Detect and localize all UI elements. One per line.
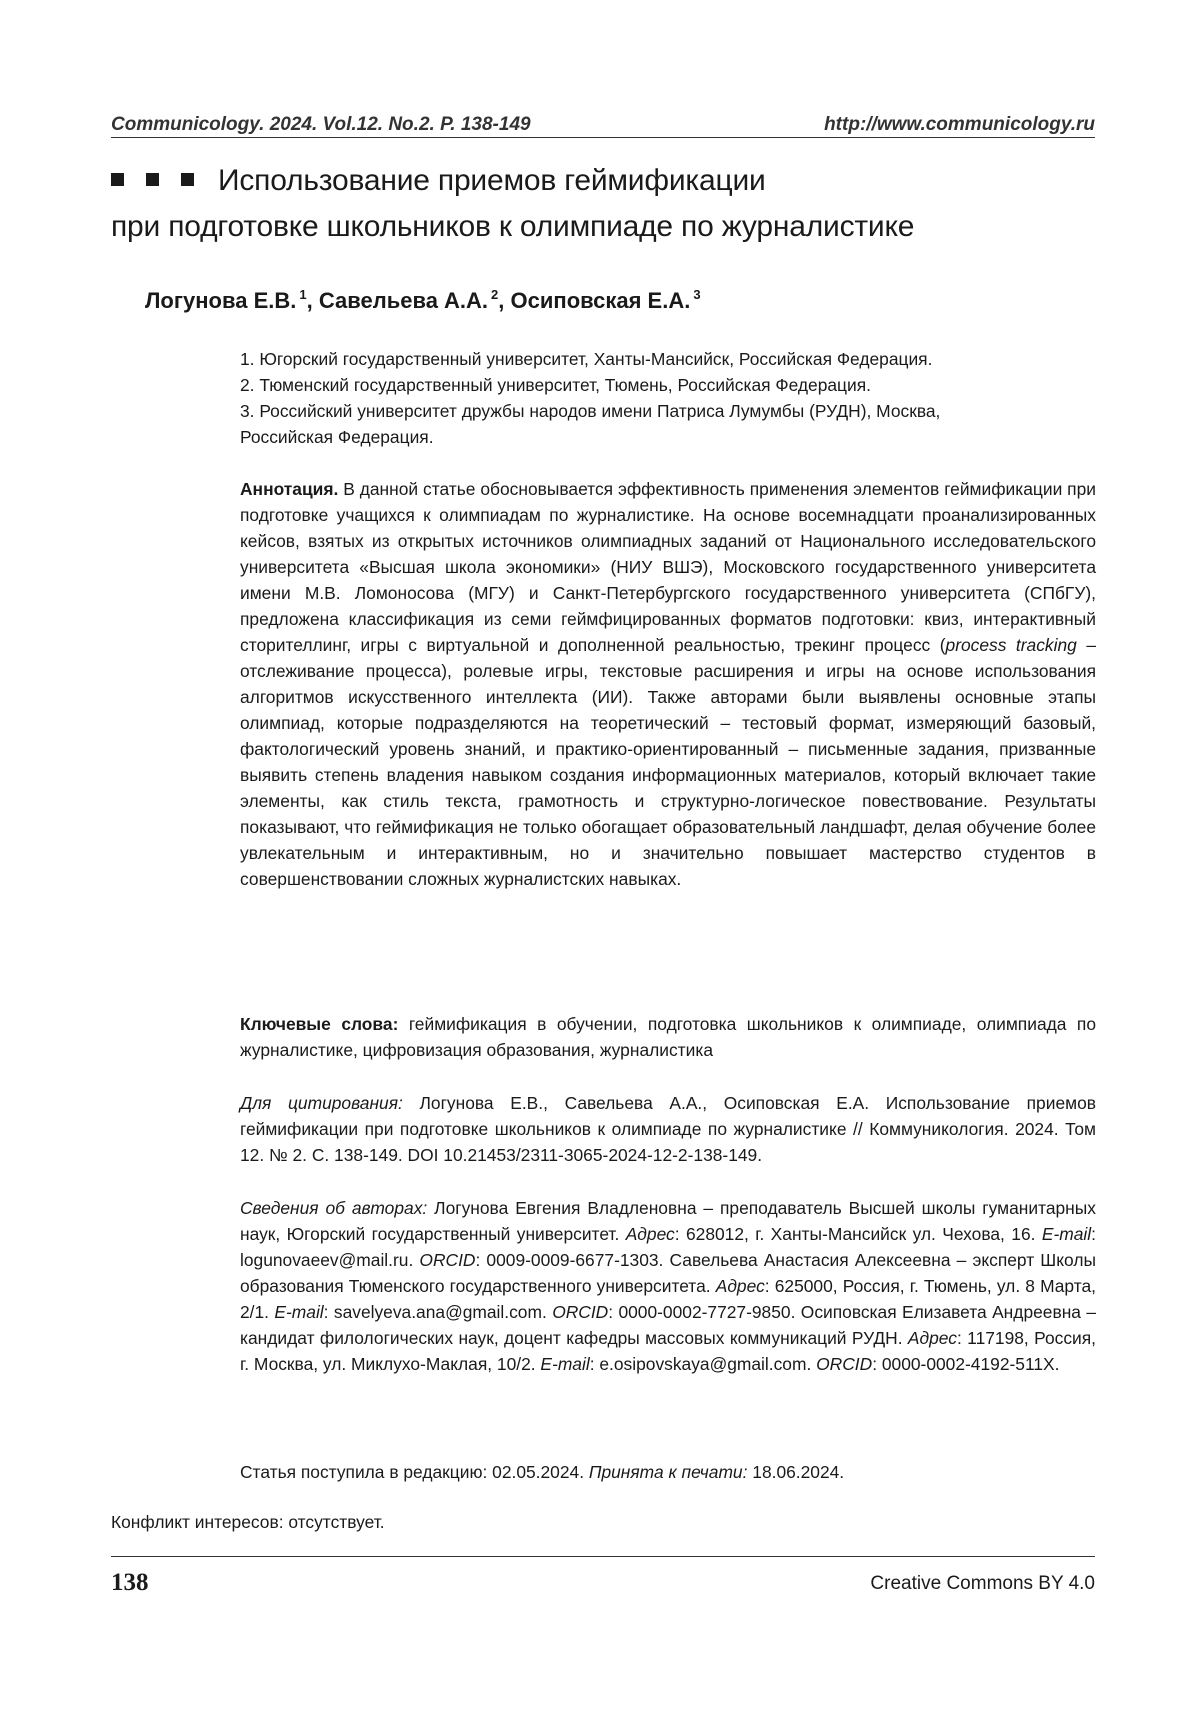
author-name: Осиповская Е.А.: [510, 288, 691, 313]
authors-info-label: Сведения об авторах:: [240, 1198, 428, 1218]
email-label: E-mail: [274, 1302, 324, 1322]
orcid-text: : 0000-0002-7727-9850.: [608, 1302, 801, 1322]
keywords-label: Ключевые слова:: [240, 1014, 399, 1034]
citation-label: Для цитирования:: [240, 1093, 403, 1113]
affiliation-item: 3. Российский университет дружбы народов имени Патриса Лумумбы (РУДН), Москва,: [240, 401, 941, 421]
author-name: Логунова Е.В.: [145, 288, 297, 313]
email-label: E-mail: [1041, 1224, 1092, 1244]
email-label: E-mail: [540, 1354, 590, 1374]
header-rule: [111, 137, 1095, 138]
abstract-label: Аннотация.: [240, 479, 339, 499]
email-text[interactable]: : e.osipovskaya@gmail.com.: [589, 1354, 817, 1374]
orcid-text: : 0000-0002-4192-511X.: [872, 1354, 1060, 1374]
author-affiliation-index: 1: [299, 287, 307, 302]
license-text: Creative Commons BY 4.0: [870, 1573, 1095, 1594]
orcid-label: ORCID: [552, 1302, 609, 1322]
author-affiliation-index: 2: [491, 287, 499, 302]
running-header: [111, 106, 1095, 136]
email-text[interactable]: : logunovaeev@mail.ru.: [240, 1224, 1096, 1270]
journal-citation: Communicology. 2024. Vol.12. No.2. P. 138-149: [111, 114, 531, 135]
accepted-label: Принята к печати:: [588, 1462, 748, 1482]
square-bullet-icon: [146, 173, 159, 186]
authors-info: [240, 1195, 1096, 1377]
conflict-of-interest: Конфликт интересов: отсутствует.: [111, 1512, 385, 1532]
author-info-text: Осиповская Елизавета Андреевна –кандидат филологических наук, доцент кафедры массовых коммуникаций РУДН.: [240, 1302, 1097, 1348]
title-bullets: [111, 173, 194, 186]
orcid-label: ORCID: [419, 1250, 476, 1270]
page-number: 138: [111, 1569, 149, 1596]
received-text: Статья поступила в редакцию: 02.05.2024.: [240, 1462, 589, 1482]
article-title: [111, 158, 1101, 250]
address-text: : 628012, г. Ханты-Мансийск ул. Чехова, 16.: [674, 1224, 1042, 1244]
address-text: : 117198, Россия, г. Москва, ул. Миклухо-Маклая, 10/2.: [240, 1328, 1096, 1374]
footer-rule: [111, 1556, 1095, 1557]
citation: [240, 1090, 1096, 1168]
author-separator: ,: [306, 288, 313, 313]
address-text: : 625000, Россия, г. Тюмень, ул. 8 Марта, 2/1.: [240, 1276, 1096, 1322]
title-line-2: при подготовке школьников к олимпиаде по журналистике: [111, 210, 915, 243]
title-line-1: [111, 158, 1101, 204]
abstract-text: В данной статье обосновывается эффективность применения элементов геймификации при подготовке учащихся к олимпиадам по журналистике. На основе восемнадцати проанализированных кейсов, взятых из открытых источников олимпиадных заданий от Национального исследовательского университета «Высшая школа экономики» (НИУ ВШЭ), Московского государственного университета имени М.В. Ломоносова (МГУ) и Санкт-Петербургского государственного университета (СПбГУ), предложена классификация из семи геймфицированных форматов подготовки: квиз, интерактивный сторителлинг, игры с виртуальной и дополненной реальностью, трекинг процесс (: [240, 479, 1096, 655]
address-label: Адрес: [715, 1276, 765, 1296]
accepted-date: 18.06.2024.: [747, 1462, 845, 1482]
affiliations: [240, 346, 1096, 450]
author-name: Савельева А.А.: [318, 288, 489, 313]
author-separator: ,: [498, 288, 505, 313]
abstract-text: – отслеживание процесса), ролевые игры, текстовые расширения и игры на основе использования алгоритмов искусственного интеллекта (ИИ). Также авторами были выявлены основные этапы олимпиад, которые подразделяются на теоретический – тестовый формат, измеряющий базовый, фактологический уровень знаний, и практико-ориентированный – письменные задания, призванные выявить степень владения навыком создания информационных материалов, который включает такие элементы, как стиль текста, грамотность и структурно-логическое повествование. Результаты показывают, что геймификация не только обогащает образовательный ландшафт, делая обучение более увлекательным и интерактивным, но и значительно повышает мастерство студентов в совершенствовании сложных журналистских навыках.: [240, 635, 1096, 889]
journal-url[interactable]: http://www.communicology.ru: [824, 114, 1095, 135]
abstract: [240, 476, 1096, 892]
email-text[interactable]: : savelyeva.ana@gmail.com.: [323, 1302, 553, 1322]
author-affiliation-index: 3: [693, 287, 701, 302]
address-label: Адрес: [907, 1328, 957, 1348]
received-dates: [240, 1459, 1096, 1485]
author-info-text: Савельева Анастасия Алексеевна – эксперт Школы образования Тюменского государственного университета.: [240, 1250, 1096, 1296]
abstract-term: process tracking: [945, 635, 1077, 655]
authors-line: [145, 287, 701, 314]
title-text-1: Использование приемов геймификации: [218, 164, 766, 197]
affiliation-item: 1. Югорский государственный университет, Ханты-Мансийск, Российская Федерация.: [240, 349, 933, 369]
keywords-text: геймификация в обучении, подготовка школьников к олимпиаде, олимпиада по журналистике, цифровизация образования, журналистика: [240, 1014, 1097, 1060]
author-info-text: Логунова Евгения Владленовна – преподаватель Высшей школы гуманитарных наук, Югорский государственный университет.: [240, 1198, 1096, 1244]
square-bullet-icon: [181, 173, 194, 186]
square-bullet-icon: [111, 173, 124, 186]
orcid-text: : 0009-0009-6677-1303.: [475, 1250, 670, 1270]
affiliation-item: 2. Тюменский государственный университет, Тюмень, Российская Федерация.: [240, 375, 871, 395]
keywords: [240, 1011, 1096, 1063]
citation-text: Логунова Е.В., Савельева А.А., Осиповская Е.А. Использование приемов геймификации при подготовке школьников к олимпиаде по журналистике // Коммуникология. 2024. Том 12. № 2. С. 138-149. DOI 10.21453/2311-3065-2024-12-2-138-149.: [240, 1093, 1096, 1165]
address-label: Адрес: [625, 1224, 675, 1244]
orcid-label: ORCID: [816, 1354, 873, 1374]
affiliation-item: Российская Федерация.: [240, 427, 434, 447]
